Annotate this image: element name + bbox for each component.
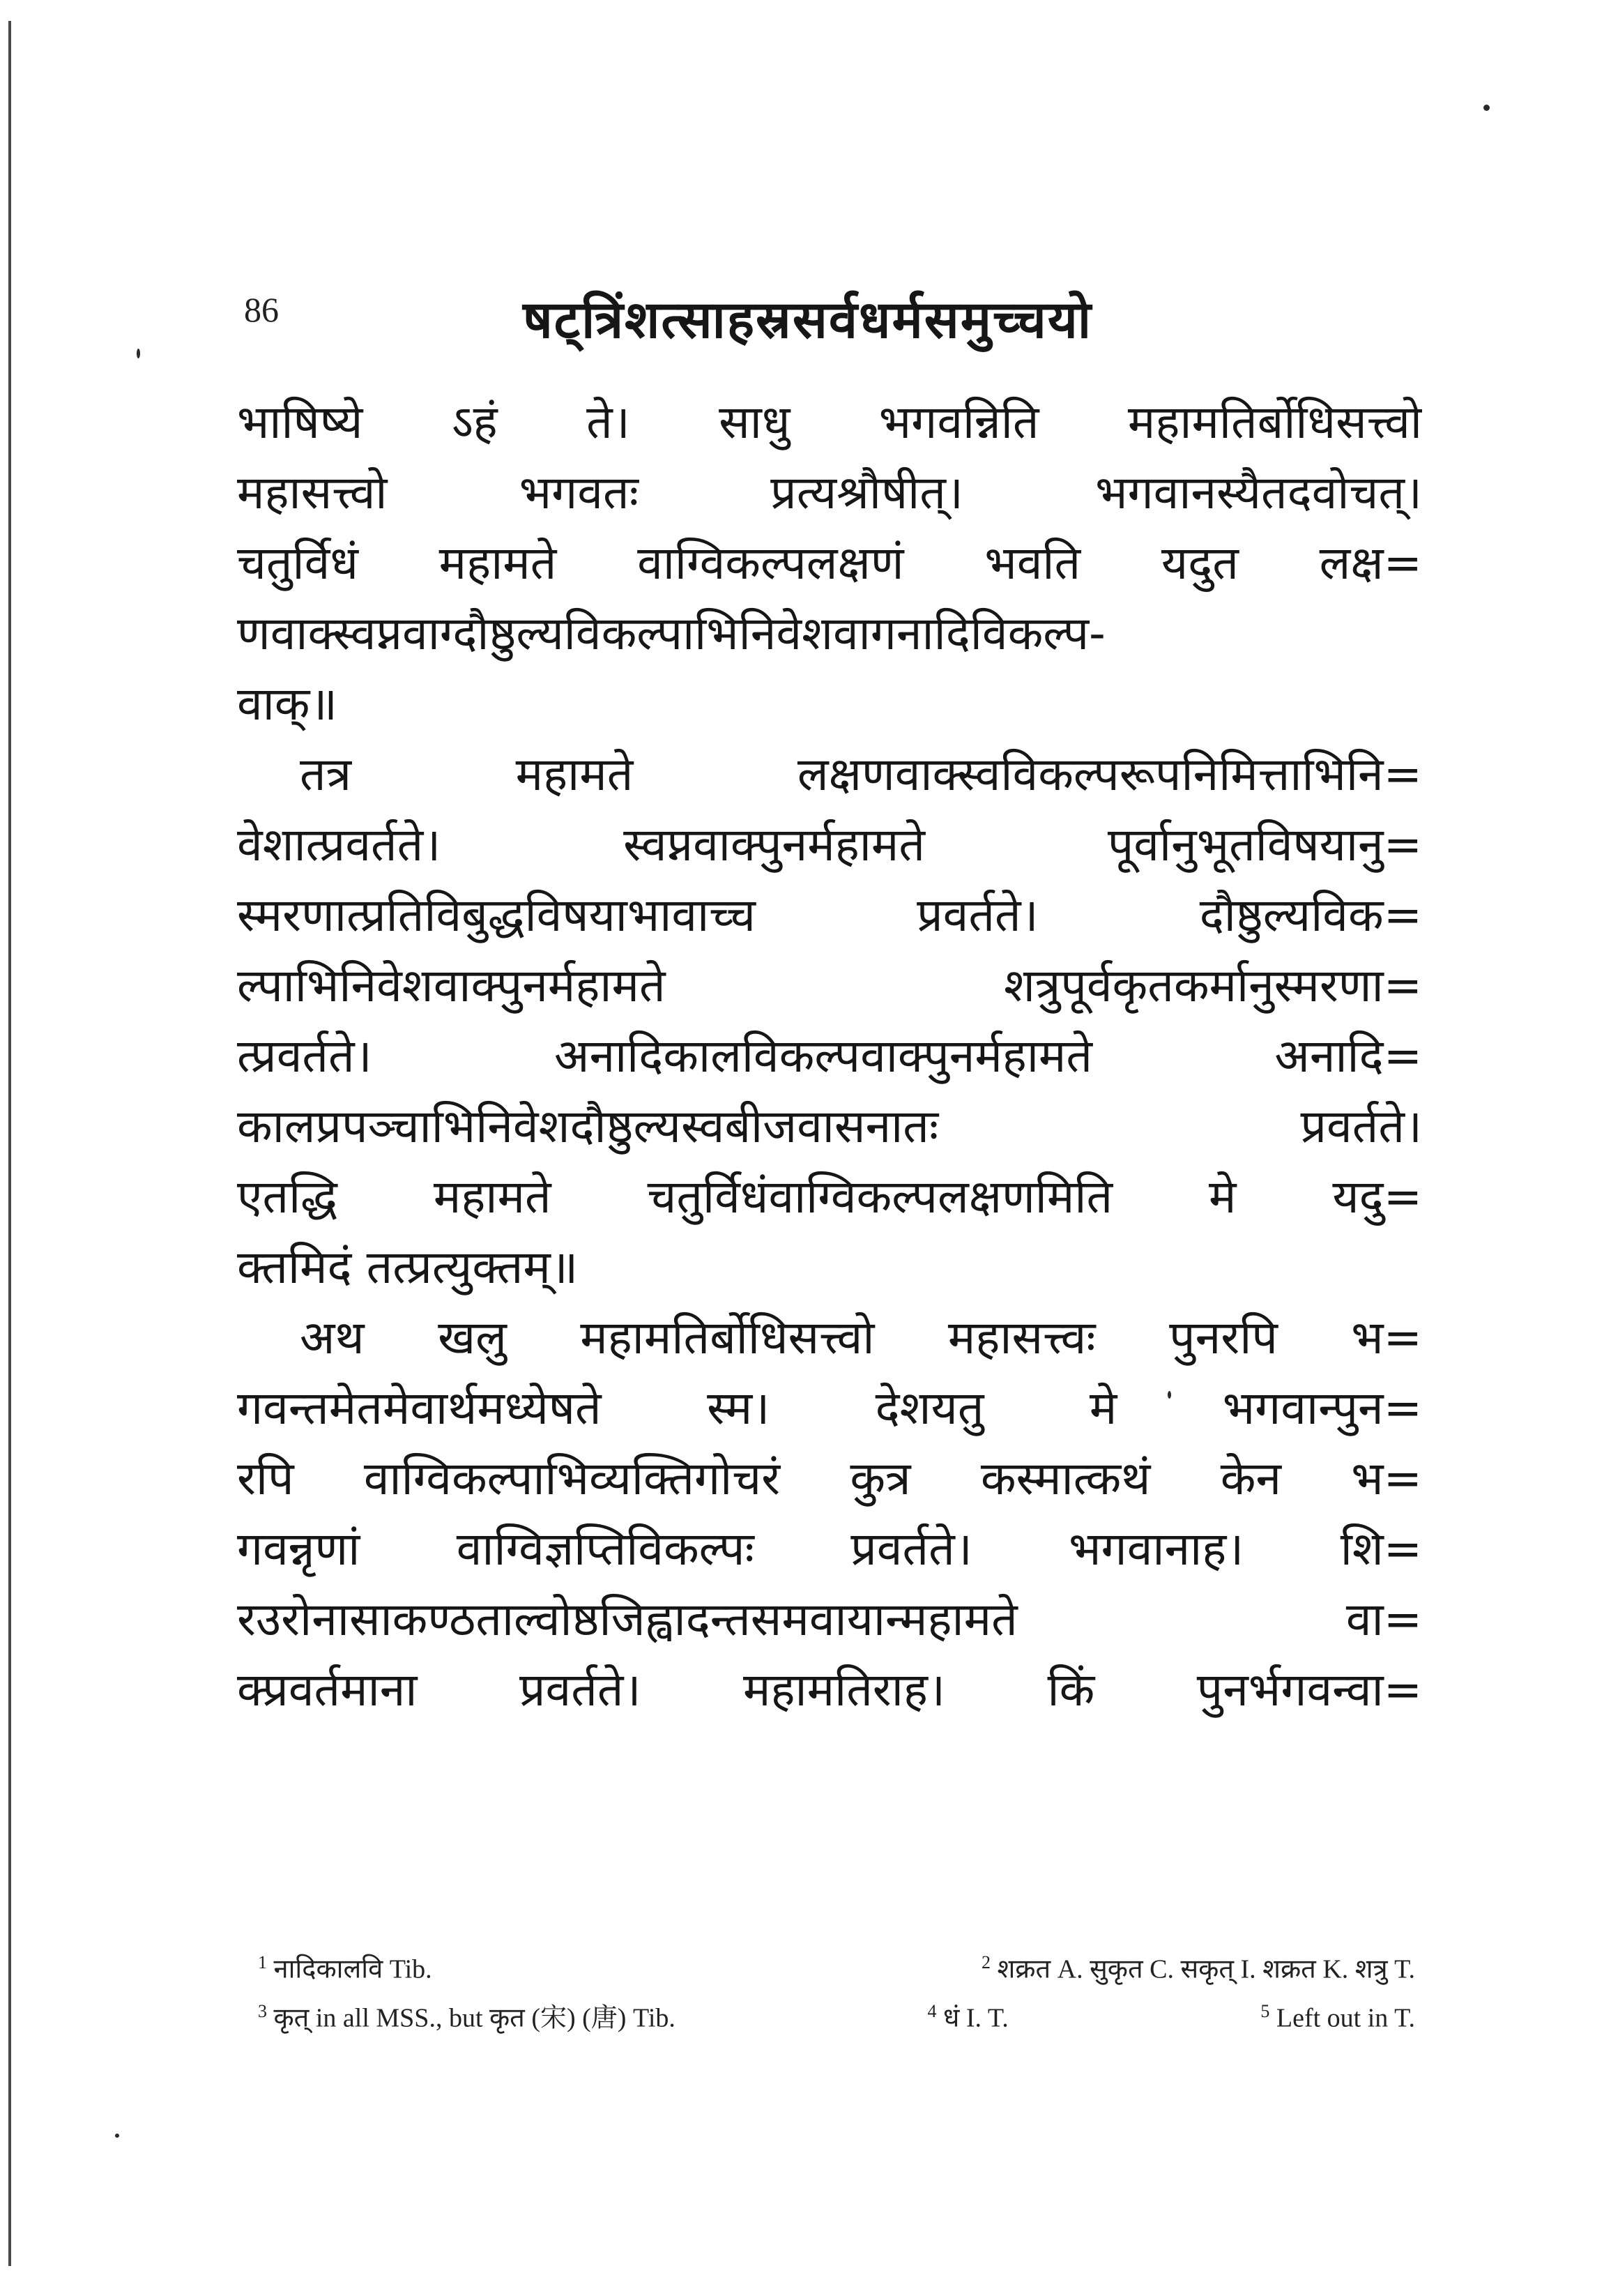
footnote bbox=[982, 1938, 1415, 1987]
footnote-mark: 3 bbox=[258, 2001, 267, 2021]
running-title: षट्त्रिंशत्साहस्रसर्वधर्मसमुच्चयो bbox=[523, 290, 1092, 350]
footnote bbox=[928, 1987, 1009, 2036]
text-line: रउरोनासाकण्ठताल्वोष्ठजिह्वादन्तसमवायान्महामते वा= bbox=[237, 1592, 1422, 1646]
footnote-mark: 5 bbox=[1260, 2001, 1270, 2021]
text-line: गवन्तमेतमेवार्थमध्येषते स्म। देशयतु मे भगवान्पुन= bbox=[237, 1381, 1422, 1435]
text-line: रपि वाग्विकल्पाभिव्यक्तिगोचरं कुत्र कस्मात्कथं केन भ= bbox=[237, 1452, 1422, 1505]
text-line: णवाक्स्वप्नवाग्दौष्ठुल्यविकल्पाभिनिवेशवागनादिविकल्प- bbox=[237, 607, 1106, 660]
text-line: स्मरणात्प्रतिविबुद्धविषयाभावाच्च प्रवर्तते। दौष्ठुल्यविक= bbox=[237, 888, 1422, 942]
text-line: कालप्रपञ्चाभिनिवेशदौष्ठुल्यस्वबीजवासनातः प्रवर्तते। bbox=[237, 1100, 1422, 1153]
footnote-row bbox=[258, 1938, 1415, 1987]
footnote-mark: 1 bbox=[258, 1952, 267, 1972]
footnote-text: शक्रत A. सुकृत C. सकृत् I. शक्रत K. शत्रु T. bbox=[997, 1954, 1415, 1984]
text-line: क्तमिदं तत्प्रत्युक्तम्॥ bbox=[237, 1240, 579, 1294]
text-line: एतद्धि महामते चतुर्विधंवाग्विकल्पलक्षणमिति मे यदु= bbox=[237, 1170, 1422, 1224]
footnotes bbox=[258, 1938, 1415, 2036]
footnote-text: धं I. T. bbox=[943, 2003, 1009, 2033]
footnote bbox=[258, 1987, 675, 2036]
scan-speck bbox=[1483, 105, 1490, 111]
page-number: 86 bbox=[244, 290, 279, 329]
text-line: महासत्त्वो भगवतः प्रत्यश्रौषीत्। भगवानस्यैतदवोचत्। bbox=[237, 466, 1422, 519]
footnote-text: कृत् in all MSS., but कृत (宋) (唐) Tib. bbox=[273, 2003, 675, 2033]
scan-margin-line bbox=[8, 21, 11, 2266]
text-line: त्प्रवर्तते। अनादिकालविकल्पवाक्पुनर्महामते अनादि= bbox=[237, 1029, 1422, 1083]
text-line: वाक्॥ bbox=[237, 677, 338, 731]
text-line: ल्पाभिनिवेशवाक्पुनर्महामते शत्रुपूर्वकृतकर्मानुस्मरणा= bbox=[237, 959, 1422, 1012]
footnote-mark: 2 bbox=[981, 1952, 991, 1972]
text-line: गवन्नृणां वाग्विज्ञप्तिविकल्पः प्रवर्तते। भगवानाह। शि= bbox=[237, 1522, 1422, 1576]
text-line: अथ खलु महामतिर्बोधिसत्त्वो महासत्त्वः पुनरपि भ= bbox=[300, 1311, 1422, 1364]
scan-speck bbox=[115, 2134, 119, 2138]
page-header bbox=[244, 282, 1422, 359]
body-text bbox=[237, 387, 1422, 1725]
text-line: तत्र महामते लक्षणवाक्स्वविकल्परूपनिमित्ताभिनि= bbox=[300, 747, 1422, 801]
footnote-mark: 4 bbox=[927, 2001, 937, 2021]
text-line: चतुर्विधं महामते वाग्विकल्पलक्षणं भवति यदुत लक्ष= bbox=[237, 536, 1422, 590]
footnote bbox=[1260, 1987, 1415, 2036]
footnote-text: Left out in T. bbox=[1276, 2003, 1415, 2033]
footnote bbox=[258, 1938, 432, 1987]
footnote-row bbox=[258, 1987, 1415, 2036]
text-line: भाषिष्ये ऽहं ते। साधु भगवन्निति महामतिर्बोधिसत्त्वो bbox=[237, 395, 1422, 449]
scan-speck bbox=[137, 349, 140, 358]
footnote-text: नादिकालवि Tib. bbox=[273, 1954, 432, 1984]
text-line: क्प्रवर्तमाना प्रवर्तते। महामतिराह। किं पुनर्भगवन्वा= bbox=[237, 1663, 1422, 1717]
text-line: वेशात्प्रवर्तते। स्वप्नवाक्पुनर्महामते पूर्वानुभूतविषयानु= bbox=[237, 818, 1422, 872]
